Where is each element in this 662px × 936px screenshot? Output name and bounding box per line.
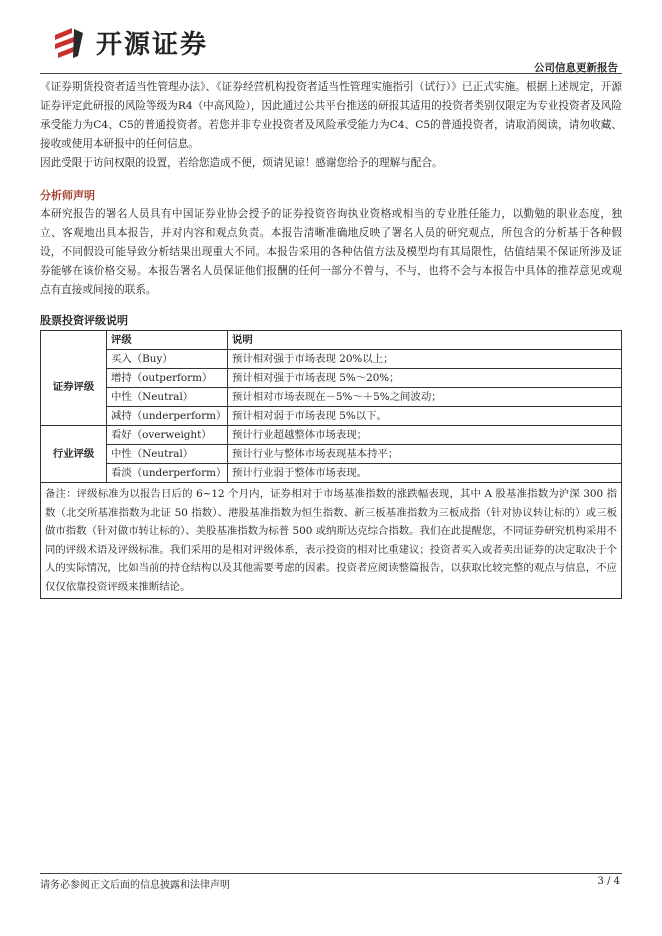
table-header-row xyxy=(41,331,622,350)
header-divider xyxy=(40,73,622,74)
description-cell: 预计相对弱于市场表现 5%以下。 xyxy=(228,407,622,426)
table-row xyxy=(41,407,622,426)
rating-cell: 买入（Buy） xyxy=(107,350,228,369)
table-row xyxy=(41,445,622,464)
description-cell: 预计相对市场表现在－5%～＋5%之间波动； xyxy=(228,388,622,407)
table-row xyxy=(41,464,622,483)
rating-cell: 减持（underperform） xyxy=(107,407,228,426)
header-description: 说明 xyxy=(228,331,622,350)
rating-section-title: 股票投资评级说明 xyxy=(40,314,128,327)
description-cell: 预计相对强于市场表现 20%以上； xyxy=(228,350,622,369)
description-cell: 预计行业弱于整体市场表现。 xyxy=(228,464,622,483)
header-rating: 评级 xyxy=(107,331,228,350)
main-content xyxy=(40,78,622,599)
page-header xyxy=(0,0,662,80)
stock-rating-label: 证券评级 xyxy=(41,350,107,426)
description-cell: 预计相对强于市场表现 5%～20%； xyxy=(228,369,622,388)
industry-rating-label: 行业评级 xyxy=(41,426,107,483)
rating-cell: 中性（Neutral） xyxy=(107,388,228,407)
page-number: 3 / 4 xyxy=(597,876,620,887)
analyst-statement-title: 分析师声明 xyxy=(40,189,95,202)
footer-divider xyxy=(40,873,622,874)
note-row xyxy=(41,483,622,599)
description-cell: 预计行业与整体市场表现基本持平； xyxy=(228,445,622,464)
rating-cell: 中性（Neutral） xyxy=(107,445,228,464)
company-logo xyxy=(52,24,208,61)
rating-cell: 增持（outperform） xyxy=(107,369,228,388)
table-row xyxy=(41,369,622,388)
report-type: 公司信息更新报告 xyxy=(534,62,618,74)
table-row xyxy=(41,388,622,407)
table-row xyxy=(41,426,622,445)
apology-paragraph: 因此受限于访问权限的设置，若给您造成不便，烦请见谅！感谢您给予的理解与配合。 xyxy=(40,157,443,169)
table-row xyxy=(41,350,622,369)
footer-disclaimer: 请务必参阅正文后面的信息披露和法律声明 xyxy=(40,880,230,891)
analyst-statement-text: 本研究报告的署名人员具有中国证券业协会授予的证券投资咨询执业资格或相当的专业胜任能力，以勤勉的职业态度，独立、客观地出具本报告，并对内容和观点负责。本报告清晰准确地反映了署名人员的研究观点，所包含的分析基于各种假设，不同假设可能导致分析结果出现重大不同。本报告采用的各种估值方法及模型均有其局限性，估值结果不保证所涉及证券能够在该价格交易。本报告署名人员保证他们报酬的任何一部分不曾与，不与，也将不会与本报告中具体的推荐意见或观点有直接或间接的联系。 xyxy=(40,208,622,296)
rating-cell: 看淡（underperform） xyxy=(107,464,228,483)
rating-cell: 看好（overweight） xyxy=(107,426,228,445)
rating-note: 备注：评级标准为以报告日后的 6~12 个月内，证券相对于市场基准指数的涨跌幅表现，其中 A 股基准指数为沪深 300 指数（北交所基准指数为北证 50 指数）、港股基准指数为恒生指数、新三板基准指数为三板成指（针对协议转让标的）或三板做市指数（针对做市转让标的）、美股基准指数为标普 500 或纳斯达克综合指数。我们在此提醒您，不同证券研究机构采用不同的评级术语及评级标准。我们采用的是相对评级体系，表示投资的相对比重建议；投资者买入或者卖出证券的决定取决于个人的实际情况，比如当前的持仓结构以及其他需要考虑的因素。投资者应阅读整篇报告，以获取比较完整的观点与信息，不应仅仅依靠投资评级来推断结论。 xyxy=(41,483,622,599)
rating-table xyxy=(40,330,622,599)
logo-mark-icon xyxy=(52,26,86,60)
description-cell: 预计行业超越整体市场表现； xyxy=(228,426,622,445)
suitability-paragraph: 《证券期货投资者适当性管理办法》、《证券经营机构投资者适当性管理实施指引（试行）》已正式实施。根据上述规定，开源证券评定此研报的风险等级为R4（中高风险），因此通过公共平台推送的研报其适用的投资者类别仅限定为专业投资者及风险承受能力为C4、C5的普通投资者。若您并非专业投资者及风险承受能力为C4、C5的普通投资者，请取消阅读，请勿收藏、接收或使用本研报中的任何信息。 xyxy=(40,81,622,150)
company-name: 开源证券 xyxy=(96,30,209,60)
